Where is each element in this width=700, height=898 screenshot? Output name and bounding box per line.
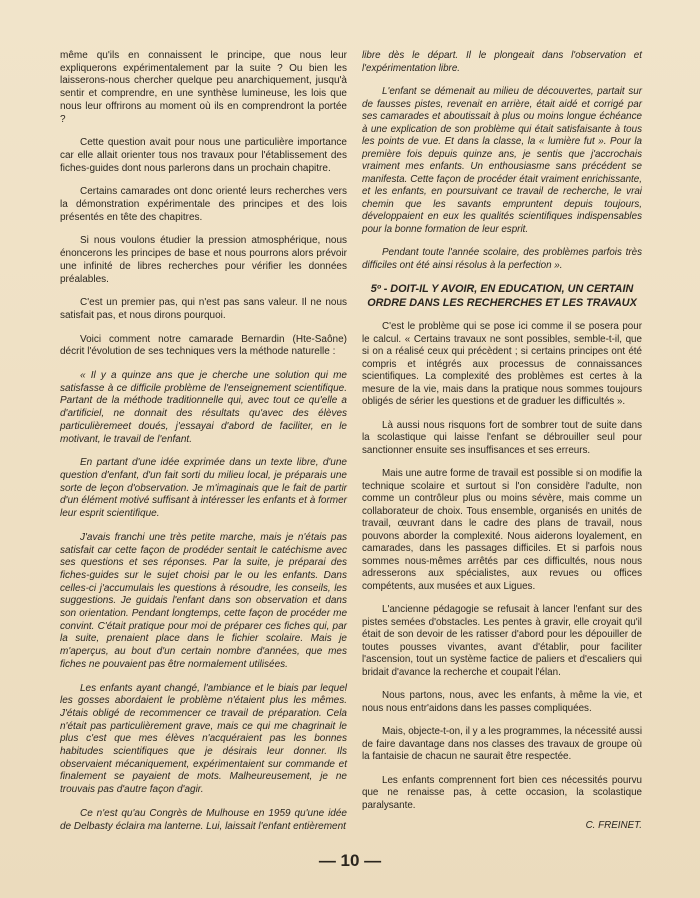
paragraph: même qu'ils en connaissent le principe, que nous leur expliquerons expérimentalement par la suite ? Ou bien les laisserons-nous chercher quelque peu anarchiquement, jusqu'à sentir et comprendre, en une synthèse lumineuse, les lois que nous leur offrirons au moment où ils en comprendront la portée ? [60,50,347,125]
quote-paragraph: L'enfant se démenait au milieu de découvertes, partait sur de fausses pistes, revenait en arrière, était aidé et corrigé par ses camarades et aboutissait à plus ou moins longue échéance à une explication de son problème qui était satisfaisante à tous les points de vue. Et dans la classe, la « lumière fut ». Pour la première fois depuis quinze ans, je sentis que j'accrochais vraiment mes enfants. Un enthousiasme sans précédent se manifesta. Cette façon de procéder était vraiment enrichissante, et les enfants, en poursuivant ce travail de recherche, le vrai chemin que les savants empruntent depuis toujours, développaient en eux les qualités scientifiques indispensables pour la bonne formation de leur esprit. [362,86,642,235]
paragraph: Certains camarades ont donc orienté leurs recherches vers la démonstration expérimentale des principes et des lois présentés en tête des chapitres. [60,186,347,223]
paragraph: C'est le problème qui se pose ici comme il se posera pour le calcul. « Certains travaux ne sont possibles, semble-t-il, que si on a réalisé ceux qui précèdent ; si certains principes ont été compris et intégrés aux processus de connaissances scientifiques. La complexité des problèmes est certes à la mesure de la vie, mais dans la pratique nous sommes toujours obligés de sérier les questions et de graduer les difficultés ». [362,321,642,407]
page-number: — 10 — [318,851,382,870]
author-signature: C. FREINET. [585,820,642,831]
quote-paragraph: Les enfants ayant changé, l'ambiance et le biais par lequel les gosses abordaient le problème n'étaient plus les mêmes. J'étais obligé de recommencer ce travail de préparation. Cela n'était pas particulièrement grave, mais ce qui me chagrinait le plus c'est que mes élèves n'acquéraient pas les bonnes habitudes scientifiques que je désirais leur donner. Ils observaient mécaniquement, expérimentaient sur commande et finalement se payaient de mots. Malheureusement, je ne trouvais pas d'autre façon d'agir. [60,682,347,796]
right-column [362,50,642,833]
quote-paragraph: Ce n'est qu'au Congrès de Mulhouse en 1959 qu'une idée de Delbasty éclaira ma lanterne. Lui, laissait l'enfant entièrement [60,807,347,832]
paragraph: Les enfants comprennent fort bien ces nécessités pourvu que ne renaisse pas, à cette occasion, la scolastique paralysante. [362,774,642,811]
quote-paragraph: libre dès le départ. Il le plongeait dans l'observation et l'expérimentation libre. [362,50,642,74]
paragraph: Si nous voulons étudier la pression atmosphérique, nous énoncerons les principes de base et nous pourrons alors prévoir une infinité de libres recherches pour vérifier les données préalables. [60,235,347,285]
quote-paragraph: « Il y a quinze ans que je cherche une solution qui me satisfasse à ce difficile problème de l'enseignement scientifique. Partant de la méthode traditionnelle qui, avec tout ce qu'elle a d'artificiel, ne donnait des résultats qu'avec des élèves particulièremeet doués, j'essayai d'abord de faciliter, en le motivant, le travail de l'enfant. [60,370,347,445]
quote-paragraph: Pendant toute l'année scolaire, des problèmes parfois très difficiles ont été ainsi résolus à la perfection ». [362,247,642,271]
paragraph: Mais, objecte-t-on, il y a les programmes, la nécessité aussi de faire davantage dans nos classes des travaux de groupe où la fantaisie de chacun ne saurait être respectée. [362,726,643,762]
paragraph: Mais une autre forme de travail est possible si on modifie la technique scolaire et surtout si l'on considère l'adulte, non comme un contrôleur plus ou moins sévère, mais comme un collaborateur de choix. Tous ensemble, organisés en unités de travail, œuvrant dans le cadre des plans de travail, nous pouvons aborder la complexité. Nous aiderons loyalement, en camarades, dans les passages difficiles. Et si parfois nous sommes nous-mêmes arrêtés par ces difficultés, nous nous adresserons aux spécialistes, aux revues ou offices compétents, aux musées et aux Ligues. [362,468,642,592]
paragraph: L'ancienne pédagogie se refusait à lancer l'enfant sur des pistes semées d'obstacles. Les pentes à gravir, elle croyait qu'il était de son devoir de les ratisser d'abord pour les dépouiller de toutes pousses vivantes, avant d'établir, pour faciliter l'ascension, tout un système factice de paliers et d'escaliers qui bridait d'avance la recherche et coupait l'élan. [362,604,642,678]
paragraph: Nous partons, nous, avec les enfants, à même la vie, et nous nous entr'aidons dans les passes compliquées. [362,690,642,714]
paragraph: C'est un premier pas, qui n'est pas sans valeur. Il ne nous satisfait pas, et nous dirons pourquoi. [60,297,347,321]
paragraph: Là aussi nous risquons fort de sombrer tout de suite dans la scolastique qui laisse l'enfant se débrouiller seul pour sanctionner ensuite ses insuffisances et ses erreurs. [362,419,642,456]
quote-paragraph: En partant d'une idée exprimée dans un texte libre, d'une question d'enfant, d'un fait sorti du milieu local, je préparais une sorte de leçon d'observation. Je m'imaginais que le fait de partir d'un élément motivé suffisant à intéresser les enfants et à former leur esprit scientifique. [60,457,347,520]
left-column [60,50,347,833]
quote-paragraph: J'avais franchi une très petite marche, mais je n'étais pas satisfait car cette façon de prodéder sentait le catéchisme avec ses questions et ses réponses. Par la suite, je préparai des fiches-guides sur le sujet choisi par le ou les enfants. Dans celles-ci j'accumulais les questions à résoudre, les conseils, les suggestions. Je guidais l'enfant dans son observation et dans son orientation. Pendant longtemps, cette façon de procéder me convint. C'était pratique pour moi de préparer ces fiches qui, par la suite, prenaient place dans le fichier scolaire. Mais je m'aperçus, au bout d'un certain nombre d'années, que mes fiches ne pouvaient pas être normalement utilisées. [60,531,347,670]
paragraph: Voici comment notre camarade Bernardin (Hte-Saône) décrit l'évolution de ses techniques vers la méthode naturelle : [60,333,347,358]
paragraph: Cette question avait pour nous une particulière importance car elle allait orienter tous nos travaux pour l'établissement des fiches-guides dont nous parlerons dans un prochain chapitre. [60,137,347,174]
section-heading: 5º - DOIT-IL Y AVOIR, EN EDUCATION, UN CERTAIN ORDRE DANS LES RECHERCHES ET LES TRAVAUX [367,283,637,309]
